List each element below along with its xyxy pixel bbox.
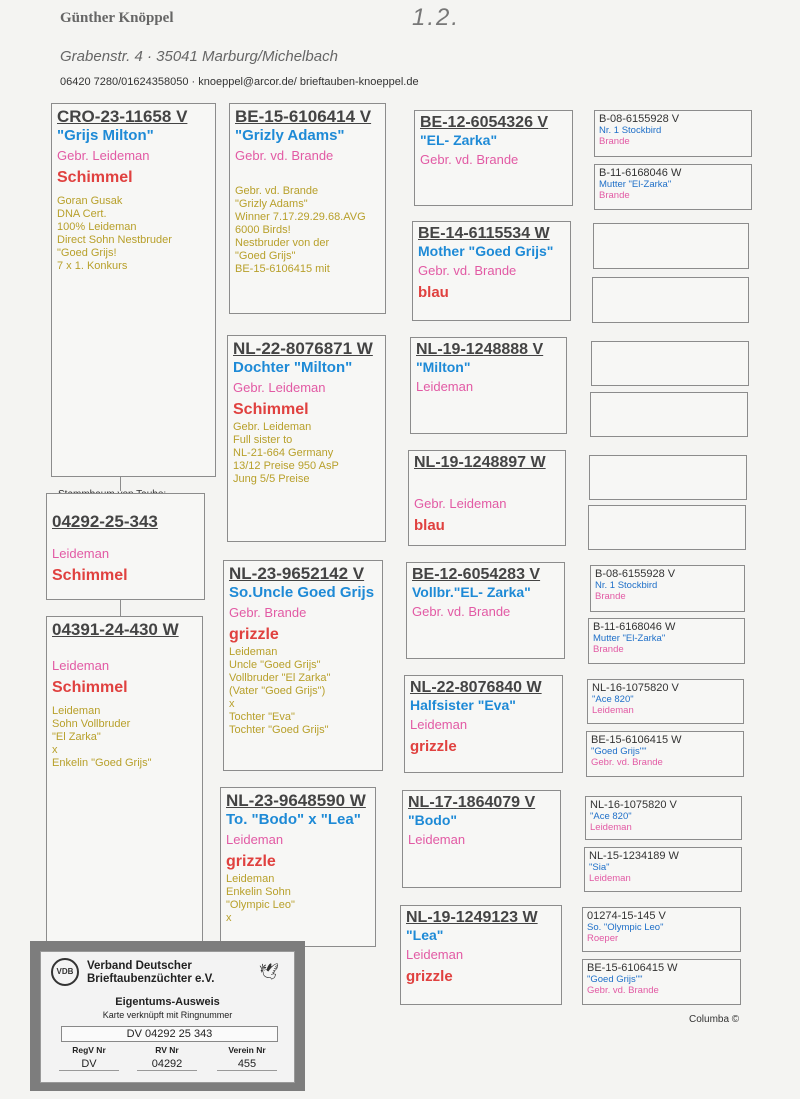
- pedigree-box-great-grandparent-empty: [592, 277, 749, 323]
- software-credit: Columba ©: [689, 1014, 740, 1025]
- breeder: Leideman: [410, 717, 468, 732]
- ring-number: NL-16-1075820 V: [590, 799, 677, 811]
- pedigree-box-grandparent: [410, 337, 567, 434]
- ring-number: BE-12-6054326 V: [420, 114, 549, 131]
- ring-number: NL-16-1075820 V: [592, 682, 679, 694]
- pedigree-box-great-grandparent: [582, 959, 741, 1005]
- pedigree-box-grandparent: [404, 675, 563, 773]
- breeder: Leideman: [406, 947, 464, 962]
- pigeon-icon: 🕊: [259, 964, 280, 981]
- ring-number: BE-14-6115534 W: [418, 225, 550, 242]
- pedigree-box-great-grandparent: [590, 565, 745, 612]
- ring-number: NL-19-1248897 W: [414, 454, 546, 471]
- bird-description: Leideman Uncle "Goed Grijs" Vollbruder "El Zarka" (Vater "Goed Grijs") x Tochter "Eva" Tochter "Goed Grijs": [229, 646, 331, 736]
- breeder-contact: 06420 7280/01624358050 · knoeppel@arcor.de/ brieftauben-knoeppel.de: [60, 76, 419, 88]
- card-header-verein: Verein Nr: [228, 1045, 266, 1055]
- bird-color: blau: [418, 284, 449, 301]
- breeder: Roeper: [587, 933, 619, 944]
- breeder: Gebr. Leideman: [414, 496, 507, 511]
- bird-description: Gebr. Leideman Full sister to NL-21-664 Germany 13/12 Preise 950 AsP Jung 5/5 Preise: [233, 421, 339, 485]
- ring-number: NL-22-8076840 W: [410, 679, 542, 696]
- card-value-verein: 455: [217, 1058, 277, 1071]
- bird-name: So. "Olympic Leo": [587, 922, 664, 933]
- bird-name: "Bodo": [408, 812, 458, 828]
- ownership-card-inner: [40, 951, 295, 1083]
- bird-name: "Grijs Milton": [57, 127, 154, 144]
- pedigree-box-grandparent: [406, 562, 565, 659]
- pedigree-box-grandparent: [412, 221, 571, 321]
- breeder: Leideman: [52, 658, 110, 673]
- ring-number: 01274-15-145 V: [587, 910, 666, 922]
- breeder: Gebr. Brande: [229, 605, 307, 620]
- bird-color: grizzle: [226, 853, 276, 870]
- ring-number: NL-17-1864079 V: [408, 794, 536, 811]
- bird-name: "Milton": [416, 359, 471, 375]
- bird-color: Schimmel: [52, 567, 128, 584]
- pedigree-box-grandparent: [400, 905, 562, 1005]
- ring-number: NL-23-9648590 W: [226, 791, 366, 810]
- ring-number: NL-15-1234189 W: [589, 850, 679, 862]
- breeder: Leideman: [589, 873, 631, 884]
- breeder: Gebr. vd. Brande: [235, 148, 334, 163]
- card-value-rv: 04292: [137, 1058, 197, 1071]
- breeder-name: Günther Knöppel: [60, 10, 174, 26]
- association-logo-icon: VDB: [51, 958, 79, 986]
- breeder: Leideman: [52, 546, 110, 561]
- bird-name: Mutter "El-Zarka": [593, 633, 666, 644]
- pedigree-box-sire-line: [51, 103, 216, 477]
- pedigree-box-great-grandparent-empty: [589, 455, 747, 500]
- breeder: Gebr. vd. Brande: [420, 152, 519, 167]
- bird-name: Nr. 1 Stockbird: [599, 125, 662, 136]
- ring-number: NL-19-1248888 V: [416, 341, 544, 358]
- pedigree-box-great-grandparent-empty: [588, 505, 746, 550]
- association-name: Verband Deutscher Brieftaubenzüchter e.V.: [87, 960, 215, 985]
- pedigree-box-parent: [223, 560, 383, 771]
- ring-number: BE-15-6106415 W: [591, 734, 682, 746]
- bird-name: "Goed Grijs"": [587, 974, 643, 985]
- pedigree-box-great-grandparent: [594, 164, 752, 210]
- pedigree-box-grandparent: [414, 110, 573, 206]
- pedigree-box-subject: [46, 493, 205, 600]
- bird-color: grizzle: [229, 626, 279, 643]
- bird-description: Gebr. vd. Brande "Grizly Adams" Winner 7.17.29.29.68.AVG 6000 Birds! Nestbruder von der "Goed Grijs" BE-15-6106415 mit: [235, 185, 366, 275]
- ring-number: BE-15-6106415 W: [587, 962, 678, 974]
- bird-description: Leideman Sohn Vollbruder "El Zarka" x Enkelin "Goed Grijs": [52, 705, 152, 769]
- ownership-card: [30, 941, 305, 1091]
- bird-name: Halfsister "Eva": [410, 697, 516, 713]
- card-ring-number: DV 04292 25 343: [61, 1026, 278, 1042]
- pedigree-box-parent: [229, 103, 386, 314]
- breeder: Brande: [593, 644, 624, 655]
- pedigree-box-dam-line: [46, 616, 203, 946]
- breeder: Gebr. Leideman: [57, 148, 150, 163]
- breeder: Leideman: [408, 832, 466, 847]
- pedigree-box-grandparent: [408, 450, 566, 546]
- pedigree-box-grandparent: [402, 790, 561, 888]
- pedigree-box-parent: [227, 335, 386, 542]
- bird-name: Mutter "El-Zarka": [599, 179, 672, 190]
- ring-number: CRO-23-11658 V: [57, 107, 188, 126]
- breeder: Brande: [599, 190, 630, 201]
- bird-color: blau: [414, 517, 445, 534]
- card-header-rv: RV Nr: [155, 1045, 179, 1055]
- bird-name: "Grizly Adams": [235, 127, 345, 144]
- breeder: Leideman: [416, 379, 474, 394]
- bird-name: "Goed Grijs"": [591, 746, 647, 757]
- connector-line: [120, 600, 121, 616]
- bird-color: Schimmel: [57, 169, 133, 186]
- pedigree-box-great-grandparent: [585, 796, 742, 840]
- pedigree-box-great-grandparent: [586, 731, 744, 777]
- bird-name: Vollbr."EL- Zarka": [412, 584, 531, 600]
- card-value-regv: DV: [59, 1058, 119, 1071]
- ring-number: BE-15-6106414 V: [235, 107, 372, 126]
- bird-name: Nr. 1 Stockbird: [595, 580, 658, 591]
- breeder: Leideman: [592, 705, 634, 716]
- ring-number: B-08-6155928 V: [599, 113, 680, 125]
- ring-number: B-11-6168046 W: [599, 167, 682, 179]
- pedigree-box-great-grandparent-empty: [593, 223, 749, 269]
- ring-number: 04292-25-343: [52, 512, 158, 531]
- ring-number: B-08-6155928 V: [595, 568, 676, 580]
- card-subtitle: Karte verknüpft mit Ringnummer: [102, 1010, 233, 1020]
- bird-color: grizzle: [410, 738, 457, 755]
- bird-name: Dochter "Milton": [233, 359, 353, 376]
- ring-number: NL-23-9652142 V: [229, 564, 365, 583]
- bird-color: grizzle: [406, 968, 453, 985]
- card-title: Eigentums-Ausweis: [115, 996, 220, 1008]
- bird-name: Mother "Goed Grijs": [418, 243, 554, 259]
- breeder: Leideman: [226, 832, 284, 847]
- bird-color: Schimmel: [52, 679, 128, 696]
- pedigree-box-great-grandparent: [584, 847, 742, 892]
- pedigree-box-great-grandparent-empty: [590, 392, 748, 437]
- pedigree-box-great-grandparent: [594, 110, 752, 157]
- pedigree-box-great-grandparent: [588, 618, 745, 664]
- bird-description: Leideman Enkelin Sohn "Olympic Leo" x: [226, 873, 295, 924]
- breeder: Gebr. vd. Brande: [418, 263, 517, 278]
- breeder: Gebr. vd. Brande: [591, 757, 663, 768]
- bird-description: Goran Gusak DNA Cert. 100% Leideman Direct Sohn Nestbruder "Goed Grijs! 7 x 1. Konkurs: [57, 195, 172, 272]
- breeder: Leideman: [590, 822, 632, 833]
- bird-name: "Lea": [406, 927, 444, 943]
- bird-name: To. "Bodo" x "Lea": [226, 811, 361, 828]
- bird-name: "Ace 820": [590, 811, 632, 822]
- bird-name: "Ace 820": [592, 694, 634, 705]
- breeder: Brande: [595, 591, 626, 602]
- breeder: Gebr. vd. Brande: [587, 985, 659, 996]
- pedigree-box-great-grandparent: [587, 679, 744, 724]
- breeder: Gebr. Leideman: [233, 380, 326, 395]
- handwritten-note: 1.2.: [412, 4, 461, 31]
- ring-number: BE-12-6054283 V: [412, 566, 541, 583]
- breeder: Brande: [599, 136, 630, 147]
- ring-number: NL-19-1249123 W: [406, 909, 538, 926]
- ring-number: NL-22-8076871 W: [233, 339, 373, 358]
- bird-color: Schimmel: [233, 401, 309, 418]
- pedigree-box-great-grandparent: [582, 907, 741, 952]
- pedigree-box-great-grandparent-empty: [591, 341, 749, 386]
- bird-name: So.Uncle Goed Grijs: [229, 584, 375, 601]
- bird-name: "EL- Zarka": [420, 132, 498, 148]
- ring-number: 04391-24-430 W: [52, 620, 179, 639]
- card-header-regv: RegV Nr: [72, 1045, 106, 1055]
- breeder: Gebr. vd. Brande: [412, 604, 511, 619]
- bird-name: "Sia": [589, 862, 610, 873]
- breeder-address: Grabenstr. 4 · 35041 Marburg/Michelbach: [60, 48, 338, 65]
- ring-number: B-11-6168046 W: [593, 621, 676, 633]
- pedigree-box-parent: [220, 787, 376, 947]
